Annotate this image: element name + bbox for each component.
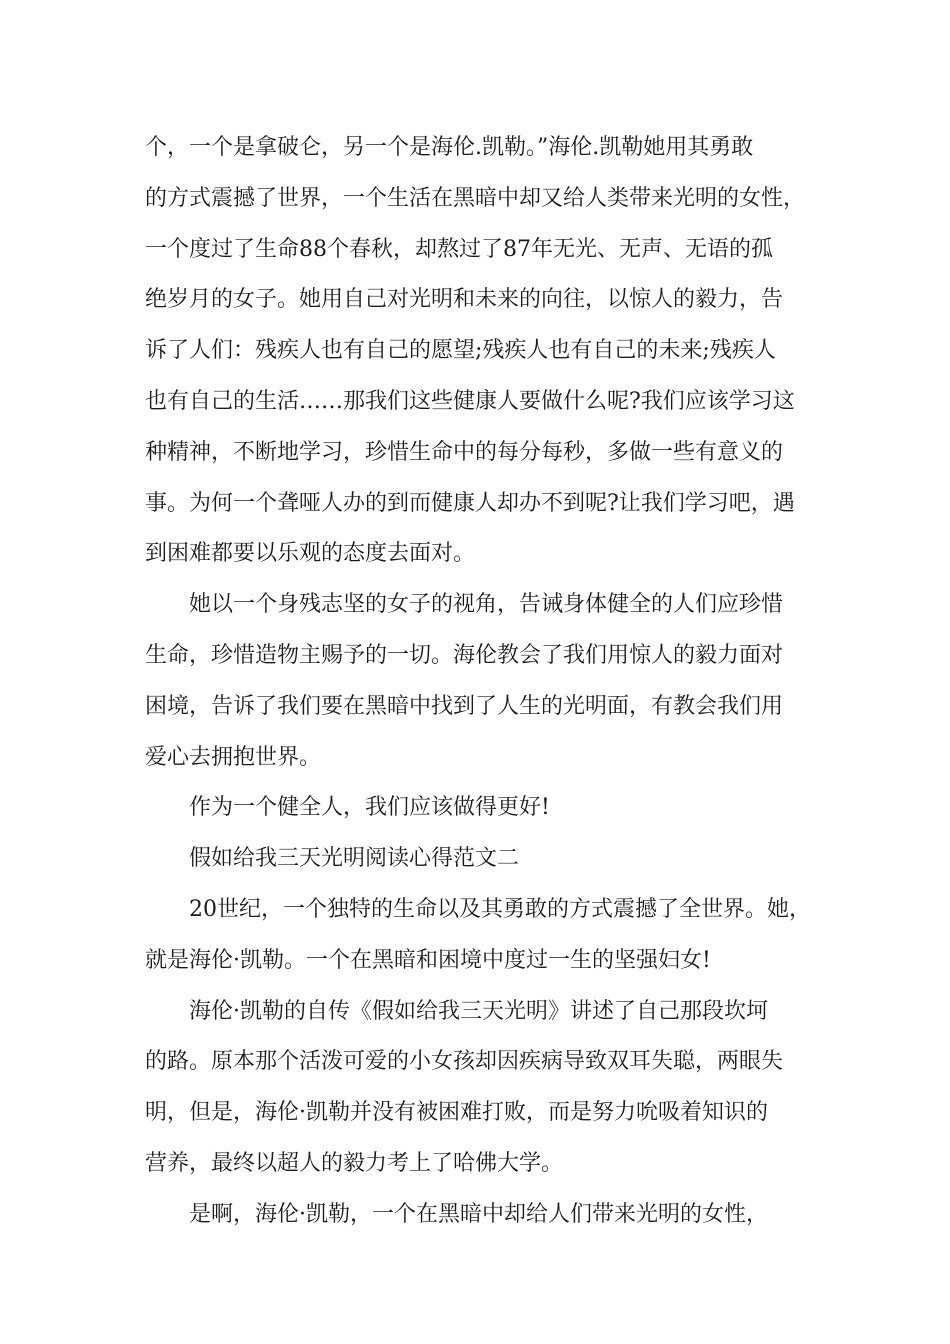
text-line: 一个度过了生命88个春秋，却熬过了87年无光、无声、无语的孤: [145, 236, 773, 262]
document-body: [145, 123, 825, 1241]
paragraph-1: [145, 123, 825, 580]
text-line: 明，但是，海伦·凯勒并没有被困难打败，而是努力吮吸着知识的: [145, 1100, 768, 1126]
text-line: 海伦·凯勒的自传《假如给我三天光明》讲述了自己那段坎坷: [189, 998, 768, 1024]
text-line: 假如给我三天光明阅读心得范文二: [189, 846, 520, 872]
text-line: 生命，珍惜造物主赐予的一切。海伦教会了我们用惊人的毅力面对: [145, 642, 784, 668]
paragraph-5: [145, 987, 825, 1190]
paragraph-2: [145, 580, 825, 783]
text-line: 到困难都要以乐观的态度去面对。: [145, 541, 476, 567]
text-line: 绝岁月的女子。她用自己对光明和未来的向往，以惊人的毅力，告: [145, 287, 784, 313]
text-line: 的路。原本那个活泼可爱的小女孩却因疾病导致双耳失聪，两眼失: [145, 1049, 784, 1075]
text-line: 困境，告诉了我们要在黑暗中找到了人生的光明面，有教会我们用: [145, 693, 784, 719]
text-line: 种精神，不断地学习，珍惜生命中的每分每秒，多做一些有意义的: [145, 439, 784, 465]
text-line: 营养，最终以超人的毅力考上了哈佛大学。: [145, 1150, 564, 1176]
text-line: 诉了人们：残疾人也有自己的愿望;残疾人也有自己的未来;残疾人: [145, 338, 776, 364]
text-line: 作为一个健全人，我们应该做得更好!: [189, 795, 550, 821]
text-line: 的方式震撼了世界，一个生活在黑暗中却又给人类带来光明的女性，: [145, 185, 806, 211]
text-line: 就是海伦·凯勒。一个在黑暗和困境中度过一生的坚强妇女!: [145, 947, 711, 973]
paragraph-4: [145, 885, 825, 987]
paragraph-3: [145, 783, 825, 834]
text-line: 也有自己的生活……那我们这些健康人要做什么呢?我们应该学习这: [145, 388, 795, 414]
paragraph-6: [145, 1190, 825, 1241]
section-heading: [145, 834, 825, 885]
text-line: 爱心去拥抱世界。: [145, 744, 322, 770]
text-line: 20世纪，一个独特的生命以及其勇敢的方式震撼了全世界。她，: [189, 896, 811, 922]
text-line: 是啊，海伦·凯勒，一个在黑暗中却给人们带来光明的女性，: [189, 1201, 768, 1227]
text-line: 她以一个身残志坚的女子的视角，告诫身体健全的人们应珍惜: [189, 592, 784, 618]
text-line: 事。为何一个聋哑人办的到而健康人却办不到呢?让我们学习吧，遇: [145, 490, 795, 516]
text-line: 个，一个是拿破仑，另一个是海伦.凯勒。”海伦.凯勒她用其勇敢: [145, 135, 754, 160]
